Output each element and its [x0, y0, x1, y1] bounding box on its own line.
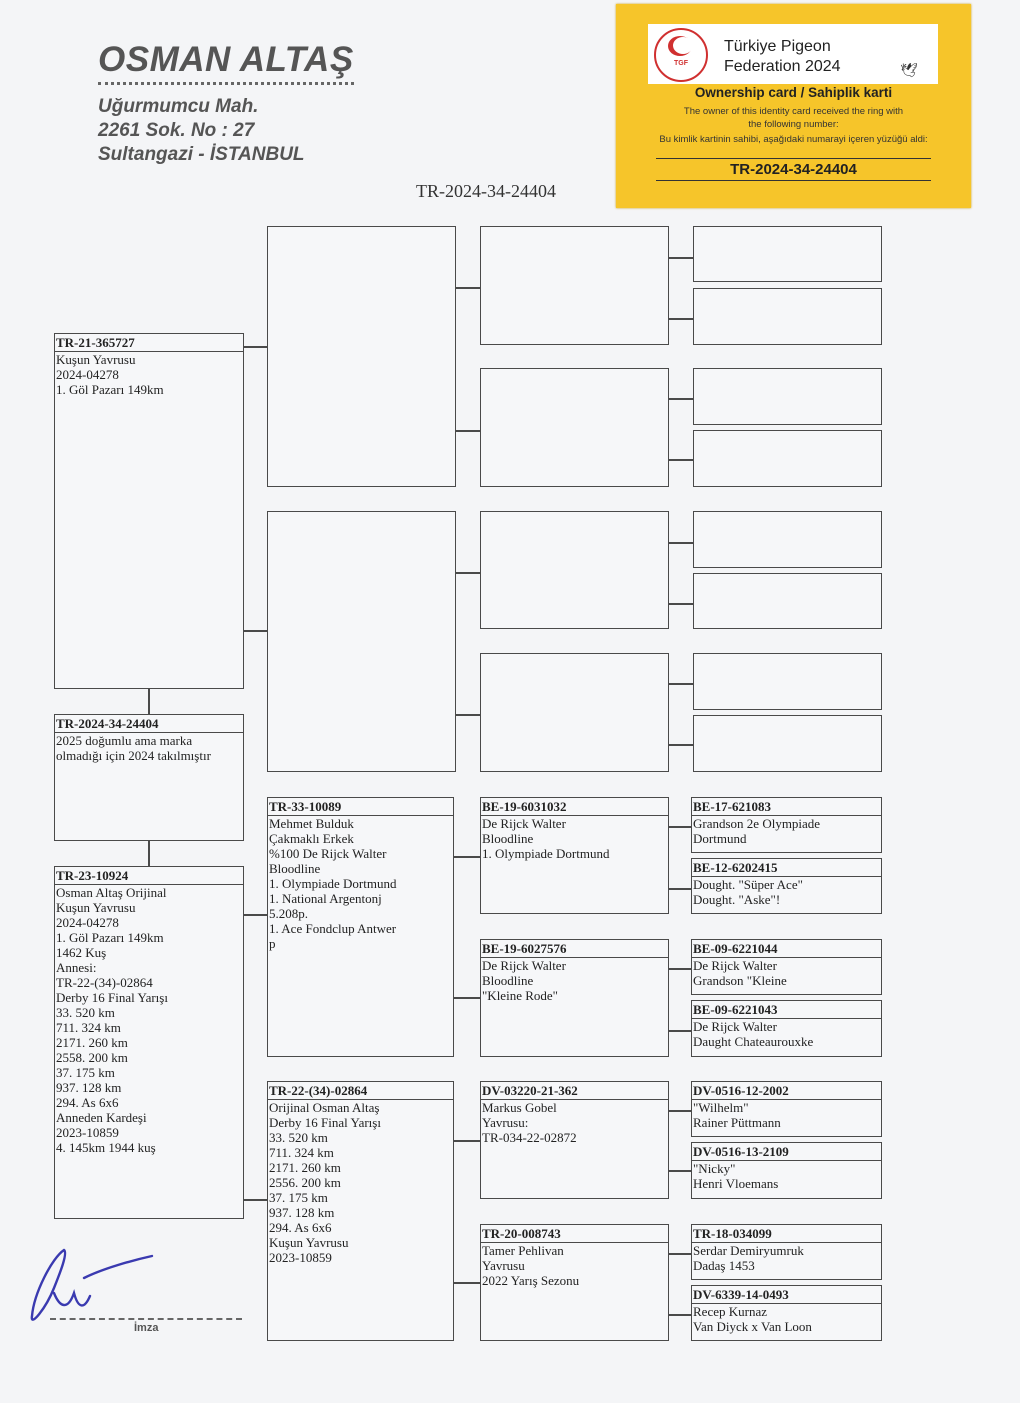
card-text-en-2: the following number:: [748, 119, 839, 130]
detail-line: Çakmaklı Erkek: [269, 831, 354, 846]
card-title: Ownership card / Sahiplik karti: [694, 85, 893, 100]
gen4-empty-8: [693, 715, 882, 772]
subject-details: [55, 733, 243, 763]
detail-line: De Rijck Walter: [693, 1019, 777, 1034]
gen3-details: [481, 958, 668, 1003]
breeder-name: OSMAN ALTAŞ: [98, 40, 354, 85]
pigeon-stamp-icon: 🕊: [900, 62, 918, 78]
detail-line: 2023-10859: [269, 1250, 332, 1265]
gen4-empty-5: [693, 511, 882, 568]
gen4-box-2: [691, 858, 882, 914]
gen3-box-3: [480, 1081, 669, 1199]
sire-details: [55, 352, 243, 397]
gen4-box-5: [691, 1081, 882, 1137]
detail-line: 2556. 200 km: [269, 1175, 341, 1190]
detail-line: 37. 175 km: [56, 1065, 115, 1080]
detail-line: "Kleine Rode": [482, 988, 558, 1003]
detail-line: 2023-10859: [56, 1125, 119, 1140]
detail-line: Van Diyck x Van Loon: [693, 1319, 812, 1334]
detail-line: 1. Göl Pazarı 149km: [56, 382, 164, 397]
gen4-details: [692, 1161, 881, 1191]
gen4-box-6: [691, 1142, 882, 1199]
detail-line: Daught Chateaurouxke: [693, 1034, 814, 1049]
pedigree-ring-title: TR-2024-34-24404: [416, 181, 556, 201]
gen4-box-7: [691, 1224, 882, 1280]
dam-details: [55, 885, 243, 1155]
address-line-1: Uğurmumcu Mah.: [98, 96, 259, 117]
gen4-empty-1: [693, 226, 882, 282]
ring-number: BE-19-6027576: [481, 940, 668, 958]
ownership-card: [616, 4, 971, 208]
gen4-empty-3: [693, 368, 882, 425]
detail-line: Rainer Püttmann: [693, 1115, 781, 1130]
gen4-details: [692, 1100, 881, 1130]
detail-line: 2024-04278: [56, 915, 119, 930]
detail-line: Kuşun Yavrusu: [56, 900, 136, 915]
detail-line: Dadaş 1453: [693, 1258, 755, 1273]
detail-line: Dought. "Aske"!: [693, 892, 781, 907]
detail-line: Recep Kurnaz: [693, 1304, 767, 1319]
ring-number: DV-03220-21-362: [481, 1082, 668, 1100]
detail-line: 33. 520 km: [56, 1005, 115, 1020]
detail-line: Annesi:: [56, 960, 97, 975]
ring-number: BE-09-6221044: [692, 940, 881, 958]
dam-sire-box: [267, 797, 454, 1057]
detail-line: %100 De Rijck Walter: [269, 846, 387, 861]
gen4-box-1: [691, 797, 882, 853]
detail-line: 2025 doğumlu ama marka: [56, 733, 193, 748]
detail-line: Dortmund: [693, 831, 747, 846]
gen4-box-8: [691, 1285, 882, 1341]
gen4-empty-7: [693, 653, 882, 710]
gen3-details: [481, 1100, 668, 1145]
detail-line: 2022 Yarış Sezonu: [482, 1273, 580, 1288]
card-text-en-1: The owner of this identity card received the ring with: [683, 106, 904, 117]
detail-line: Serdar Demiryumruk: [693, 1243, 804, 1258]
detail-line: "Wilhelm": [693, 1100, 749, 1115]
detail-line: 1. National Argentonj: [269, 891, 382, 906]
gen3-box-4: [480, 1224, 669, 1341]
dam-sire-details: [268, 816, 453, 951]
gen4-empty-4: [693, 430, 882, 487]
detail-line: Anneden Kardeşi: [56, 1110, 147, 1125]
ring-number: TR-18-034099: [692, 1225, 881, 1243]
ring-number: BE-12-6202415: [692, 859, 881, 877]
detail-line: "Nicky": [693, 1161, 736, 1176]
address-line-2: 2261 Sok. No : 27: [98, 120, 255, 141]
ring-number: TR-21-365727: [55, 334, 243, 352]
detail-line: 711. 324 km: [56, 1020, 121, 1035]
detail-line: 294. As 6x6: [269, 1220, 332, 1235]
detail-line: 937. 128 km: [56, 1080, 122, 1095]
ring-number: TR-2024-34-24404: [55, 715, 243, 733]
dam-dam-box: [267, 1081, 454, 1341]
detail-line: Dought. "Süper Ace": [693, 877, 803, 892]
detail-line: olmadığı için 2024 takılmıştır: [56, 748, 211, 763]
detail-line: De Rijck Walter: [693, 958, 777, 973]
detail-line: Grandson 2e Olympiade: [693, 816, 821, 831]
detail-line: Grandson "Kleine: [693, 973, 787, 988]
gen3-empty-2: [480, 368, 669, 487]
gen4-box-4: [691, 1000, 882, 1057]
detail-line: Bloodline: [482, 973, 534, 988]
detail-line: Kuşun Yavrusu: [269, 1235, 349, 1250]
gen3-box-1: [480, 797, 669, 914]
sire-dam-box: [267, 511, 456, 772]
detail-line: Markus Gobel: [482, 1100, 557, 1115]
signature-line: [50, 1318, 242, 1320]
detail-line: Derby 16 Final Yarışı: [56, 990, 168, 1005]
ring-number: DV-0516-13-2109: [692, 1143, 881, 1161]
detail-line: Henri Vloemans: [693, 1176, 779, 1191]
ring-number: TR-22-(34)-02864: [268, 1082, 453, 1100]
gen3-box-2: [480, 939, 669, 1057]
detail-line: De Rijck Walter: [482, 958, 566, 973]
gen4-empty-6: [693, 573, 882, 629]
gen3-empty-3: [480, 511, 669, 629]
gen3-empty-4: [480, 653, 669, 772]
ring-number: BE-17-621083: [692, 798, 881, 816]
detail-line: 1. Göl Pazarı 149km: [56, 930, 164, 945]
gen4-details: [692, 1304, 881, 1334]
gen4-details: [692, 816, 881, 846]
detail-line: 2171. 260 km: [269, 1160, 341, 1175]
ring-number: DV-0516-12-2002: [692, 1082, 881, 1100]
card-ring-number: TR-2024-34-24404: [656, 158, 931, 181]
gen4-empty-2: [693, 288, 882, 345]
subject-box: [54, 714, 244, 841]
federation-logo-icon: TGF: [654, 28, 708, 82]
signature-label: İmza: [134, 1322, 159, 1334]
detail-line: Osman Altaş Orijinal: [56, 885, 167, 900]
sire-sire-box: [267, 226, 456, 487]
detail-line: 2024-04278: [56, 367, 119, 382]
ring-number: BE-09-6221043: [692, 1001, 881, 1019]
detail-line: 37. 175 km: [269, 1190, 328, 1205]
detail-line: 1462 Kuş: [56, 945, 107, 960]
ring-number: TR-33-10089: [268, 798, 453, 816]
gen4-box-3: [691, 939, 882, 995]
detail-line: p: [269, 936, 276, 951]
detail-line: Bloodline: [269, 861, 321, 876]
detail-line: 711. 324 km: [269, 1145, 334, 1160]
ring-number: TR-23-10924: [55, 867, 243, 885]
federation-name: Türkiye Pigeon Federation 2024: [724, 38, 841, 75]
detail-line: De Rijck Walter: [482, 816, 566, 831]
gen3-empty-1: [480, 226, 669, 345]
detail-line: 294. As 6x6: [56, 1095, 119, 1110]
signature-icon: [24, 1238, 164, 1328]
detail-line: Bloodline: [482, 831, 534, 846]
gen4-details: [692, 958, 881, 988]
detail-line: Yavrusu: [482, 1258, 525, 1273]
detail-line: 937. 128 km: [269, 1205, 335, 1220]
detail-line: 2558. 200 km: [56, 1050, 128, 1065]
gen4-details: [692, 1019, 881, 1049]
ring-number: TR-20-008743: [481, 1225, 668, 1243]
gen4-details: [692, 877, 881, 907]
detail-line: 33. 520 km: [269, 1130, 328, 1145]
card-text-tr: Bu kimlik kartinin sahibi, aşağıdaki numarayi içeren yüzüğü aldi:: [659, 134, 928, 145]
detail-line: Yavrusu:: [482, 1115, 529, 1130]
detail-line: Orijinal Osman Altaş: [269, 1100, 380, 1115]
detail-line: TR-22-(34)-02864: [56, 975, 153, 990]
detail-line: Mehmet Bulduk: [269, 816, 354, 831]
sire-box: [54, 333, 244, 689]
detail-line: 1. Ace Fondclup Antwer: [269, 921, 397, 936]
gen3-details: [481, 1243, 668, 1288]
detail-line: Tamer Pehlivan: [482, 1243, 564, 1258]
detail-line: 2171. 260 km: [56, 1035, 128, 1050]
ring-number: DV-6339-14-0493: [692, 1286, 881, 1304]
gen4-details: [692, 1243, 881, 1273]
detail-line: 1. Olympiade Dortmund: [482, 846, 610, 861]
detail-line: TR-034-22-02872: [482, 1130, 577, 1145]
detail-line: Derby 16 Final Yarışı: [269, 1115, 381, 1130]
address-line-3: Sultangazi - İSTANBUL: [98, 144, 305, 165]
detail-line: Kuşun Yavrusu: [56, 352, 136, 367]
detail-line: 4. 145km 1944 kuş: [56, 1140, 156, 1155]
detail-line: 5.208p.: [269, 906, 308, 921]
detail-line: 1. Olympiade Dortmund: [269, 876, 397, 891]
dam-dam-details: [268, 1100, 453, 1265]
dam-box: [54, 866, 244, 1219]
gen3-details: [481, 816, 668, 861]
ring-number: BE-19-6031032: [481, 798, 668, 816]
